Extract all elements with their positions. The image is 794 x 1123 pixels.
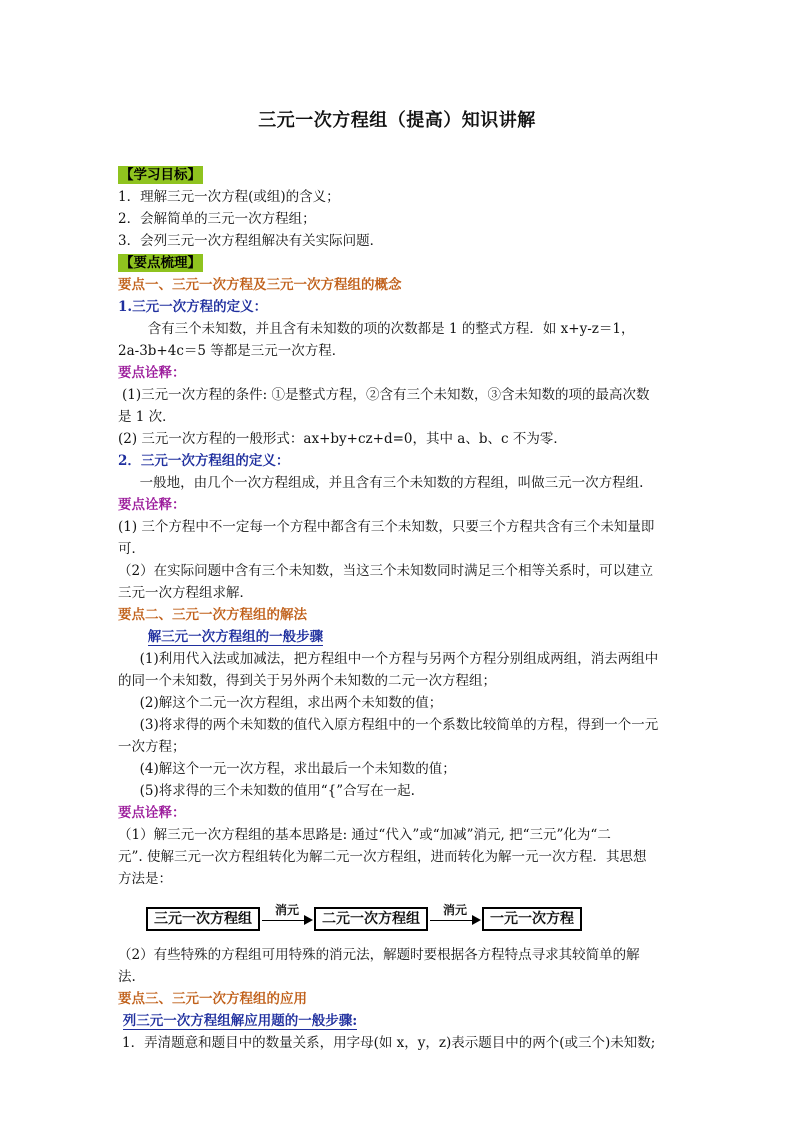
flow-arrow-label: 消元: [442, 903, 467, 917]
step-text: 一次方程；: [118, 739, 186, 755]
application-heading: [118, 1010, 678, 1032]
step-text: 的同一个未知数，得到关于另外两个未知数的二元一次方程组；: [118, 673, 496, 689]
note-2-text: (1) 三个方程中不一定每一个方程中都含有三个未知数，只要三个方程共含有三个未知量即: [118, 519, 655, 535]
flow-box-three-var: 三元一次方程组: [146, 907, 260, 931]
key-point-1-heading: 要点一、三元一次方程及三元一次方程组的概念: [118, 277, 402, 293]
step-text: (4)解这个一元一次方程，求出最后一个未知数的值；: [139, 761, 456, 777]
definition-1-text: 含有三个未知数，并且含有未知数的项的次数都是 1 的整式方程．如 x+y-z＝1，: [147, 321, 635, 337]
flow-arrow-icon: [260, 903, 314, 931]
application-step: 1．弄清题意和题目中的数量关系，用字母(如 x，y，z)表示题目中的两个(或三个)未知数;: [122, 1035, 656, 1051]
note-1-text: (1)三元一次方程的条件: ①是整式方程，②含有三个未知数，③含未知数的项的最高次数: [122, 387, 650, 403]
note-2-heading: 要点诠释：: [118, 497, 186, 513]
goal-item: 2．会解简单的三元一次方程组；: [118, 211, 316, 227]
step-text: (1)利用代入法或加减法，把方程组中一个方程与另两个方程分别组成两组，消去两组中: [139, 651, 659, 667]
application-heading-text: 列三元一次方程组解应用题的一般步骤:: [122, 1013, 358, 1029]
section-tag-points: 【要点梳理】: [120, 255, 201, 271]
note-3-text: 方法是：: [118, 871, 172, 887]
key-point-2-heading: 要点二、三元一次方程组的解法: [118, 607, 307, 623]
note-1-text: 是 1 次．: [118, 409, 176, 425]
step-text: (2)解这个二元一次方程组，求出两个未知数的值；: [139, 695, 443, 711]
flow-arrow-icon: [428, 903, 482, 931]
definition-1-text: 2a-3b+4c＝5 等都是三元一次方程．: [118, 343, 346, 359]
document-title: 三元一次方程组（提高）知识讲解: [258, 110, 536, 131]
steps-heading: [118, 626, 678, 648]
flow-box-one-var: 一元一次方程: [482, 907, 582, 931]
goal-item: 1．理解三元一次方程(或组)的含义；: [118, 189, 340, 205]
definition-2-text: 一般地，由几个一次方程组成，并且含有三个未知数的方程组，叫做三元一次方程组.: [139, 475, 644, 491]
steps-heading-text: 解三元一次方程组的一般步骤: [147, 629, 324, 645]
document-body: [118, 164, 678, 1054]
elimination-flow-diagram: [146, 902, 678, 936]
note-3-text: 元”. 使解三元一次方程组转化为解二元一次方程组，进而转化为解一元一次方程．其思想: [118, 849, 647, 865]
section-tag-goals: 【学习目标】: [120, 167, 201, 183]
flow-box-two-var: 二元一次方程组: [314, 907, 428, 931]
note-3-text: （2）有些特殊的方程组可用特殊的消元法，解题时要根据各方程特点寻求其较简单的解: [118, 947, 640, 963]
note-2-text: 可．: [118, 541, 145, 557]
definition-2-heading: 2．三元一次方程组的定义：: [118, 453, 290, 469]
definition-1-heading: 1.三元一次方程的定义：: [118, 299, 268, 315]
goal-item: 3．会列三元一次方程组解决有关实际问题．: [118, 233, 384, 249]
step-text: (3)将求得的两个未知数的值代入原方程组中的一个系数比较简单的方程，得到一个一元: [139, 717, 659, 733]
note-2-text: 三元一次方程组求解．: [118, 585, 253, 601]
step-text: (5)将求得的三个未知数的值用“{”合写在一起.: [139, 783, 415, 799]
flow-arrow-label: 消元: [274, 903, 299, 917]
note-3-text: （1）解三元一次方程组的基本思路是: 通过“代入”或“加减”消元, 把“三元”化为“二: [118, 827, 611, 843]
key-point-3-heading: 要点三、三元一次方程组的应用: [118, 991, 307, 1007]
note-3-heading: 要点诠释：: [118, 805, 186, 821]
note-1-heading: 要点诠释：: [118, 365, 186, 381]
note-3-text: 法.: [118, 969, 136, 985]
note-2-text: （2）在实际问题中含有三个未知数，当这三个未知数同时满足三个相等关系时，可以建立: [118, 563, 654, 579]
note-1-text: (2) 三元一次方程的一般形式：ax+by+cz+d=0，其中 a、b、c 不为零．: [118, 431, 567, 447]
